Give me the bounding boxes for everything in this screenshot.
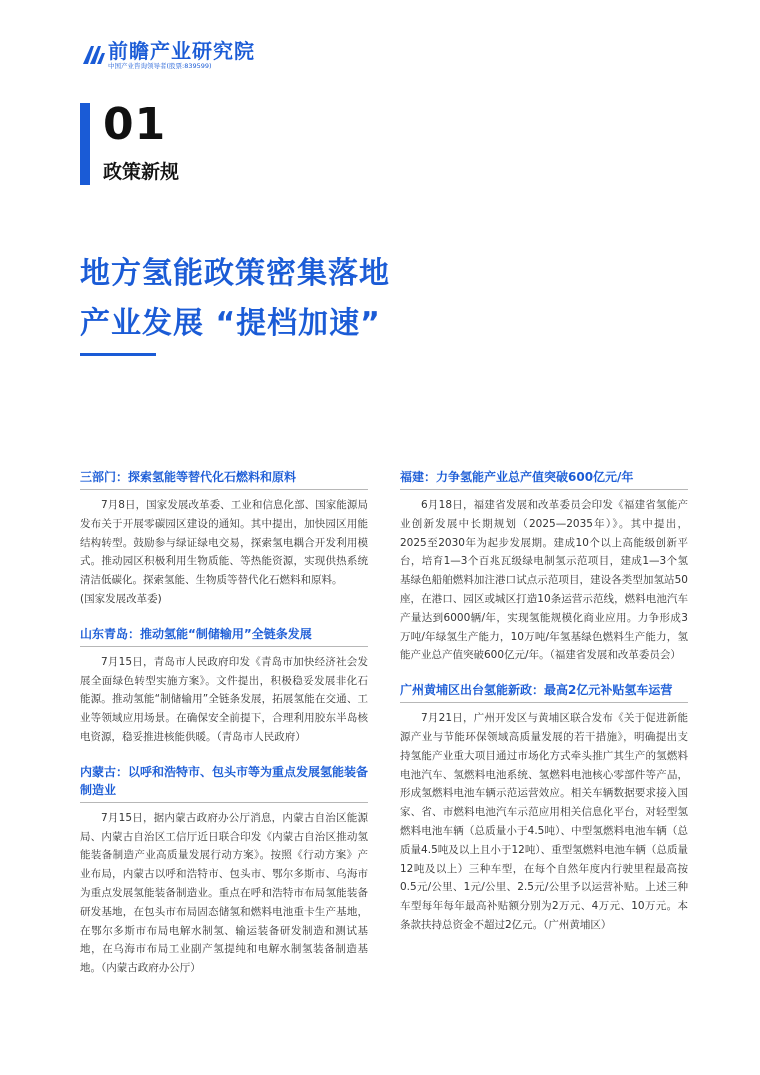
news-body: 7月15日，青岛市人民政府印发《青岛市加快经济社会发展全面绿色转型实施方案》。文件提出，积极稳妥发展非化石能源。推动氢能“制储输用”全链条发展，拓展氢能在交通、工业等领域应用场景。在确保安全前提下，合理利用胶东半岛核电资源，稳妥推进核能供暖。（青岛市人民政府） — [80, 655, 368, 743]
section-title: 政策新规 — [103, 161, 180, 183]
headline-divider — [80, 353, 156, 356]
news-item — [400, 681, 688, 935]
news-item — [80, 625, 368, 747]
news-title-divider — [80, 802, 368, 803]
news-body: 7月15日，据内蒙古政府办公厅消息，内蒙古自治区能源局、内蒙古自治区工信厅近日联合印发《内蒙古自治区推动氢能装备制造产业高质量发展行动方案》。按照《行动方案》产业布局，内蒙古以呼和浩特市、包头市、鄂尔多斯市、乌海市为重点发展氢能装备制造业。重点在呼和浩特市布局氢能装备研发基地，在包头市布局固态储氢和燃料电池重卡生产基地，在鄂尔多斯市布局电解水制氢、输运装备研发制造和测试基地，在乌海市布局工业副产氢提纯和电解水制氢装备制造基地。（内蒙古政府办公厅） — [80, 811, 368, 975]
news-title-divider — [400, 489, 688, 490]
brand-subtitle: 中国产业咨询领导者(股票:839599) — [108, 62, 212, 70]
news-item — [400, 468, 688, 665]
brand-name: 前瞻产业研究院 — [108, 39, 255, 63]
news-title-divider — [400, 702, 688, 703]
news-column-left — [80, 468, 368, 994]
section-accent-bar — [80, 103, 90, 185]
section-number: 01 — [103, 99, 167, 150]
news-title: 内蒙古：以呼和浩特市、包头市等为重点发展氢能装备制造业 — [80, 764, 369, 797]
headline-line-1: 地方氢能政策密集落地 — [80, 256, 390, 291]
news-body: 7月8日，国家发展改革委、工业和信息化部、国家能源局发布关于开展零碳园区建设的通知。其中提出，加快园区用能结构转型。鼓励参与绿证绿电交易，探索氢电耦合开发利用模式。推动园区积极利用生物质能、等热能资源，实现供热系统清洁低碳化。探索氢能、生物质等替代化石燃料和原料。 — [80, 499, 368, 587]
news-item — [80, 763, 368, 978]
news-body: 6月18日，福建省发展和改革委员会印发《福建省氢能产业创新发展中长期规划（2025—2035年）》。其中提出，2025至2030年为起步发展期。建成10个以上高能级创新平台，培育1—3个百兆瓦级绿电制氢示范项目，建成1—3个氢基绿色船舶燃料加注港口试点示范项目，建设各类型加氢站50座，在港口、园区或城区打造10条运营示范线，燃料电池汽车产量达到6000辆/年，实现氢能规模化商业应用。力争形成3万吨/年绿氢生产能力，10万吨/年氢基绿色燃料生产能力，氢能产业总产值突破600亿元/年。（福建省发展和改革委员会） — [400, 499, 688, 662]
news-title-divider — [80, 646, 368, 647]
brand-mark-icon — [80, 42, 106, 68]
headline-line-2: 产业发展 “提档加速” — [80, 306, 381, 341]
brand-logo — [80, 40, 270, 72]
news-title-divider — [80, 489, 368, 490]
news-title: 山东青岛：推动氢能“制储输用”全链条发展 — [80, 626, 312, 641]
news-body: 7月21日，广州开发区与黄埔区联合发布《关于促进新能源产业与节能环保领域高质量发展的若干措施》，明确提出支持氢能产业重大项目通过市场化方式牵头推广其生产的氢燃料电池汽车、氢燃料电池系统、氢燃料电池核心零部件等产品，形成氢燃料电池车辆示范运营效应。相关车辆数据要求接入国家、省、市燃料电池汽车示范应用相关信息化平台，对轻型氢燃料电池车辆（总质量小于4.5吨）、中型氢燃料电池车辆（总质量4.5吨及以上且小于12吨）、重型氢燃料电池车辆（总质量12吨及以上）三种车型，在每个自然年度内行驶里程最高按0.5元/公里、1元/公里、2.5元/公里予以运营补贴。上述三种车型每年每年最高补贴额分别为2万元、4万元、10万元。本条款扶持总资金不超过2亿元。（广州黄埔区） — [400, 712, 688, 931]
news-title: 三部门：探索氢能等替代化石燃料和原料 — [80, 470, 297, 484]
page-headline — [80, 249, 390, 349]
news-title: 广州黄埔区出台氢能新政：最高2亿元补贴氢车运营 — [400, 683, 673, 698]
news-title: 福建：力争氢能产业总产值突破600亿元/年 — [400, 470, 634, 484]
news-column-right — [400, 468, 688, 951]
news-source: (国家发展改革委) — [80, 592, 162, 605]
news-item — [80, 468, 368, 609]
